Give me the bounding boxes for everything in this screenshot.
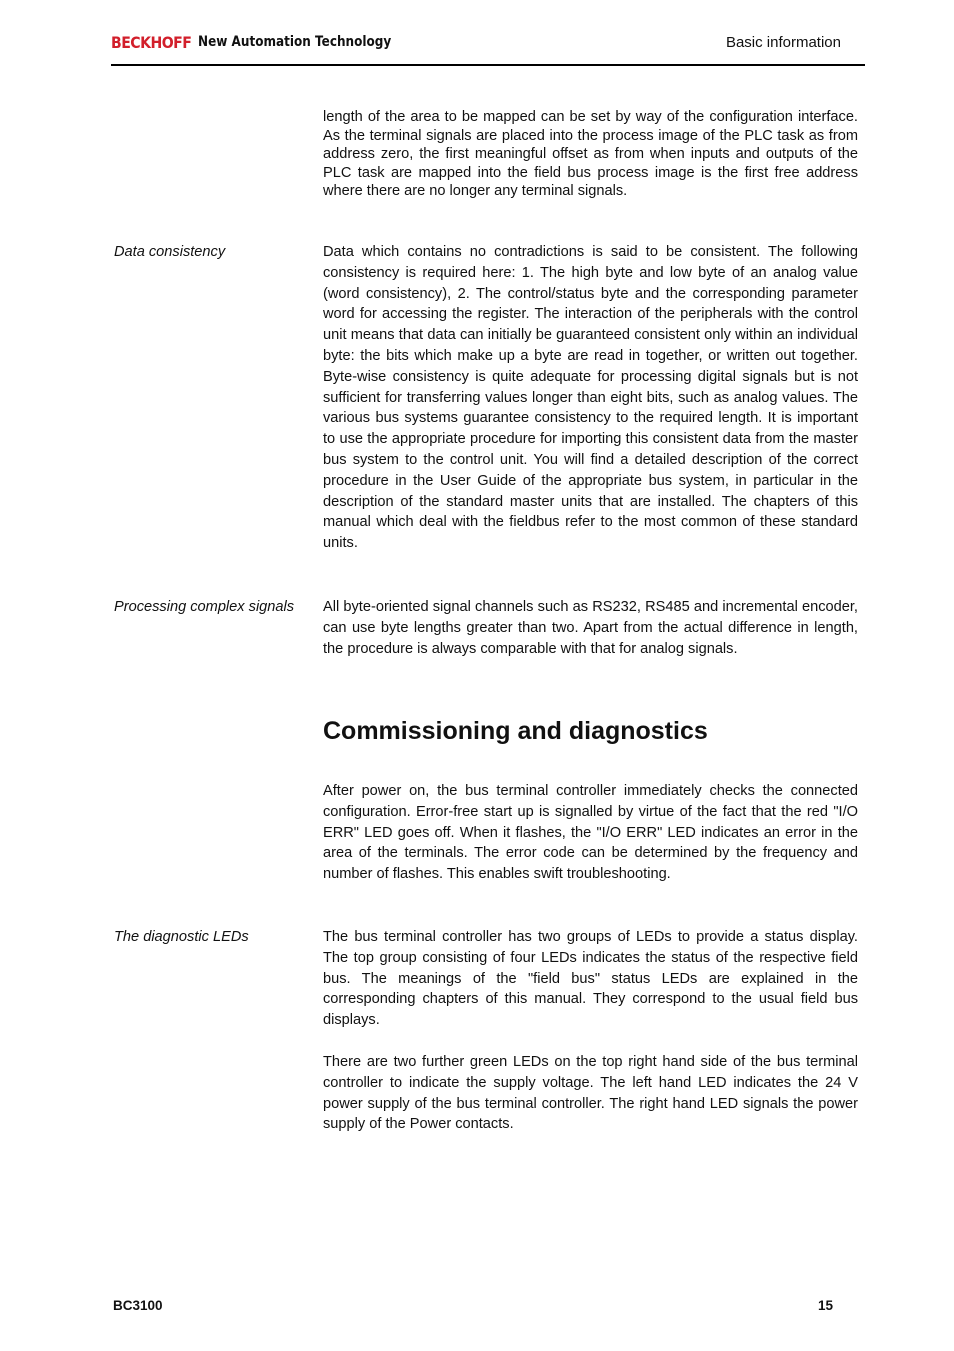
logo-tagline: New Automation Technology bbox=[198, 34, 392, 50]
diagnostic-leds-label: The diagnostic LEDs bbox=[114, 929, 249, 945]
complex-signals-paragraph: All byte-oriented signal channels such as RS232, RS485 and incremental encoder, can use byte lengths greater than two. Apart from the actual difference in length, the procedure is always comparable with that for analog signals. bbox=[323, 599, 858, 657]
complex-signals-label: Processing complex signals bbox=[114, 599, 295, 615]
beckhoff-logo: BECKHOFF bbox=[111, 33, 192, 52]
commissioning-paragraph: After power on, the bus terminal controller immediately checks the connected configuration. Error-free start up is signalled by virtue of the fact that the red "I/O ERR" LED goes off. When it flashes, the "I/O ERR" LED indicates an error in the area of the terminals. The error code can be determined by the frequency and number of flashes. This enables swift troubleshooting. bbox=[323, 783, 858, 883]
intro-paragraph: length of the area to be mapped can be set by way of the configuration interface. As the terminal signals are placed into the process image of the PLC task as from address zero, the first meaningful offset as from when inputs and outputs of the PLC task are mapped into the field bus process image is the first free address where there are no longer any terminal signals. bbox=[323, 109, 858, 200]
header-section-title: Basic information bbox=[725, 34, 841, 51]
data-consistency-paragraph: Data which contains no contradictions is said to be consistent. The following consistency is required here: 1. The high byte and low byte of an analog value (word consistency), 2. The control/status byte and the corresponding parameter word for accessing the register. The interaction of the peripherals with the control unit means that data can initially be guaranteed consistent only within an individual byte: the bits which make up a byte are read in together, or written out together. Byte-wise consistency is quite adequate for processing digital signals but is not sufficient for transferring values longer than eight bits, such as analog values. The various bus systems guarantee consistency to the required length. It is important to use the appropriate procedure for importing this consistent data from the master bus system to the control unit. You will find a detailed description of the correct procedure in the User Guide of the appropriate bus system, in particular in the description of the standard master units that are installed. The chapters of this manual which deal with the fieldbus refer to the most common of these standard units. bbox=[323, 244, 858, 552]
footer-product: BC3100 bbox=[113, 1298, 163, 1313]
data-consistency-label: Data consistency bbox=[114, 244, 226, 260]
commissioning-heading: Commissioning and diagnostics bbox=[323, 717, 708, 745]
footer-page-number: 15 bbox=[818, 1298, 834, 1313]
diagnostic-leds-paragraph-2: There are two further green LEDs on the top right hand side of the bus terminal controller to indicate the supply voltage. The left hand LED indicates the 24 V power supply of the bus terminal controller. The right hand LED signals the power supply of the Power contacts. bbox=[323, 1054, 858, 1133]
page-header bbox=[111, 30, 865, 66]
diagnostic-leds-paragraph-1: The bus terminal controller has two groups of LEDs to provide a status display. The top group consisting of four LEDs indicates the status of the respective field bus. The meanings of the "field bus" status LEDs are explained in the corresponding chapters of this manual. They correspond to the usual field bus displays. bbox=[323, 929, 858, 1029]
